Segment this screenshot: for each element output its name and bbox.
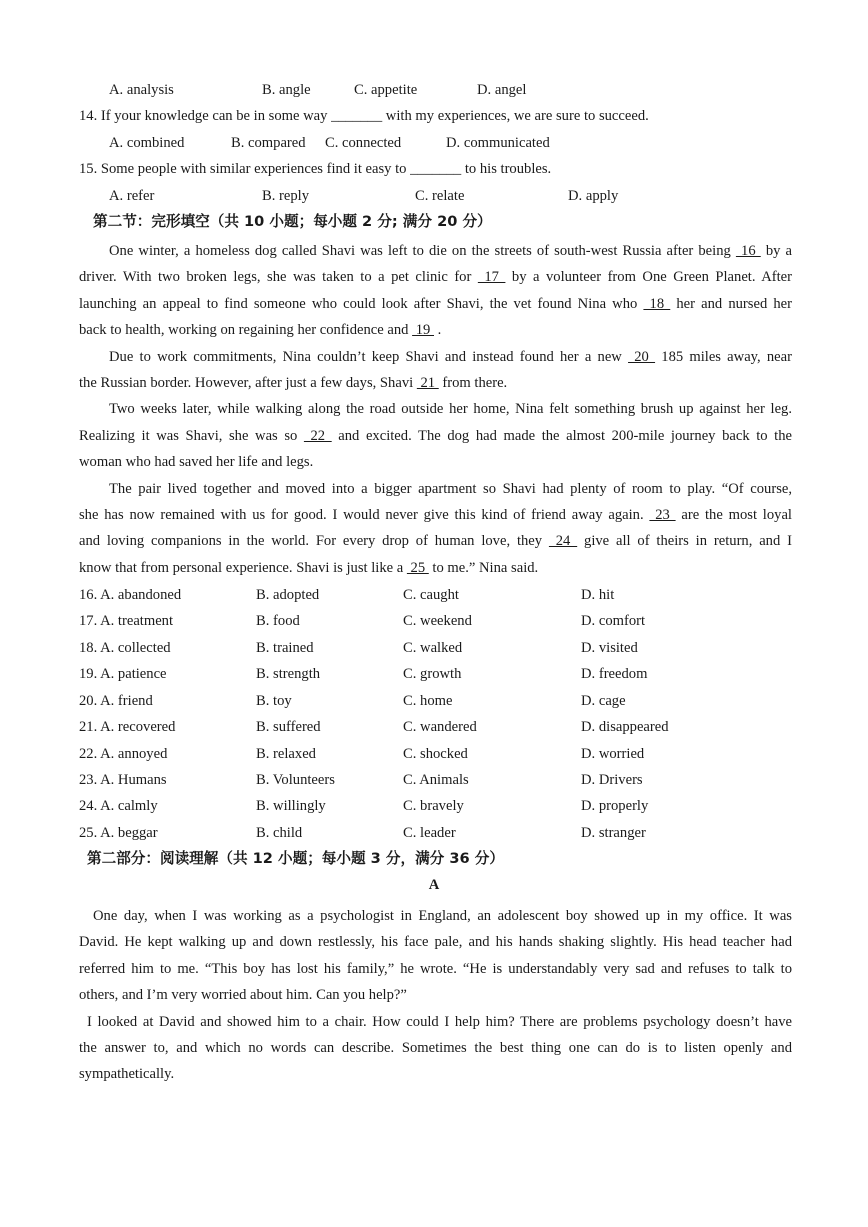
cloze-option: C. shocked xyxy=(403,746,468,762)
blank-number: 22 xyxy=(303,427,332,444)
q15-option-d: D. apply xyxy=(568,188,619,204)
cloze-option: D. visited xyxy=(581,640,638,656)
cloze-option: B. suffered xyxy=(256,719,321,735)
cloze-option: C. growth xyxy=(403,666,462,682)
cloze-line-12: and loving companions in the world. For every drop of human love, they 24 give all of theirs in return, and I xyxy=(79,533,792,550)
cloze-option: B. Volunteers xyxy=(256,772,335,788)
q15-stem: 15. Some people with similar experiences find it easy to _______ to his troubles. xyxy=(79,161,552,177)
cloze-line-6: the Russian border. However, after just a few days, Shavi 21 from there. xyxy=(79,374,508,391)
passage-a-line-5: I looked at David and showed him to a chair. How could I help him? There are problems psychology doesn’t have xyxy=(87,1013,792,1030)
passage-a xyxy=(79,903,792,1088)
cloze-option: C. Animals xyxy=(403,772,469,788)
cloze-line-3: launching an appeal to find someone who could look after Shavi, the vet found Nina who 18 her and nursed her xyxy=(79,295,793,312)
q14-stem: 14. If your knowledge can be in some way _______ with my experiences, we are sure to succeed. xyxy=(79,108,649,124)
q13-option-d: D. angel xyxy=(477,82,527,98)
cloze-line-9: woman who had saved her life and legs. xyxy=(79,454,314,471)
cloze-line-2: driver. With two broken legs, she was taken to a pet clinic for 17 by a volunteer from One Green Planet. After xyxy=(79,269,792,286)
cloze-option: B. strength xyxy=(256,666,321,682)
passage-a-line-6: the answer to, and which no words can describe. Sometimes the best thing one can do is to listen openly and xyxy=(79,1039,792,1056)
q13-option-c: C. appetite xyxy=(354,82,418,98)
q14-option-c: C. connected xyxy=(325,135,402,151)
cloze-line-10: The pair lived together and moved into a bigger apartment so Shavi had plenty of room to play. “Of course, xyxy=(109,480,792,497)
passage-a-label: A xyxy=(428,877,440,893)
cloze-line-11: she has now remained with us for good. I would never give this kind of friend away again. 23 are the most loyal xyxy=(79,506,792,523)
cloze-option: D. cage xyxy=(581,693,626,709)
cloze-line-13: know that from personal experience. Shavi is just like a 25 to me.” Nina said. xyxy=(79,559,539,576)
cloze-option: 20. A. friend xyxy=(79,693,153,709)
blank-number: 17 xyxy=(477,269,506,286)
cloze-option: D. Drivers xyxy=(581,772,643,788)
cloze-option: B. adopted xyxy=(256,587,320,603)
cloze-option: D. properly xyxy=(581,798,649,814)
cloze-option: C. walked xyxy=(403,640,463,656)
cloze-option: B. trained xyxy=(256,640,314,656)
section2-heading: 第二节：完形填空（共 10 小题；每小题 2 分; 满分 20 分） xyxy=(93,213,492,230)
cloze-option: 17. A. treatment xyxy=(79,613,174,629)
cloze-passage xyxy=(79,238,792,581)
q13-option-b: B. angle xyxy=(262,82,311,98)
cloze-option: C. caught xyxy=(403,587,459,603)
passage-a-line-1: One day, when I was working as a psychologist in England, an adolescent boy showed up in my office. It was xyxy=(93,908,792,924)
cloze-option: B. child xyxy=(256,825,303,841)
blank-number: 24 xyxy=(548,533,578,550)
cloze-option: D. freedom xyxy=(581,666,648,682)
passage-a-line-4: others, and I’m very worried about him. Can you help?” xyxy=(79,987,407,1004)
cloze-option: D. comfort xyxy=(581,613,646,629)
cloze-option: C. bravely xyxy=(403,798,464,814)
blank-number: 16 xyxy=(735,243,761,259)
cloze-option: B. food xyxy=(256,613,300,629)
cloze-option: D. hit xyxy=(581,587,615,603)
cloze-option: D. stranger xyxy=(581,825,646,841)
blank-number: 20 xyxy=(628,348,656,365)
cloze-option: 22. A. annoyed xyxy=(79,746,168,762)
cloze-option: 24. A. calmly xyxy=(79,798,158,814)
blank-number: 18 xyxy=(643,295,671,312)
q15-option-a: A. refer xyxy=(109,188,155,204)
q14-option-a: A. combined xyxy=(109,135,185,151)
cloze-option: C. wandered xyxy=(403,719,477,735)
q14-option-d: D. communicated xyxy=(446,135,550,151)
part2-heading: 第二部分：阅读理解（共 12 小题；每小题 3 分，满分 36 分） xyxy=(87,850,504,867)
cloze-option: C. home xyxy=(403,693,453,709)
cloze-option: B. toy xyxy=(256,693,292,709)
cloze-option: B. relaxed xyxy=(256,746,316,762)
cloze-option: D. worried xyxy=(581,746,645,762)
cloze-option: 23. A. Humans xyxy=(79,772,167,788)
cloze-option: 21. A. recovered xyxy=(79,719,176,735)
cloze-option: D. disappeared xyxy=(581,719,669,735)
cloze-line-4: back to health, working on regaining her confidence and 19 . xyxy=(79,322,442,339)
blank-number: 25 xyxy=(406,559,429,576)
passage-a-line-2: David. He kept walking up and down restlessly, his face pale, and his hands shaking slightly. His head teacher had xyxy=(79,934,792,951)
blank-number: 19 xyxy=(412,322,434,339)
blank-number: 21 xyxy=(416,374,439,391)
cloze-line-1: One winter, a homeless dog called Shavi was left to die on the streets of south-west Russia after being 16 by a xyxy=(109,243,793,259)
cloze-line-5: Due to work commitments, Nina couldn’t keep Shavi and instead found her a new 20 185 miles away, near xyxy=(109,348,792,365)
cloze-option: C. leader xyxy=(403,825,456,841)
cloze-line-8: Realizing it was Shavi, she was so 22 and excited. The dog had made the almost 200-mile journey back to the xyxy=(79,427,792,444)
q15-option-c: C. relate xyxy=(415,188,465,204)
cloze-option: 16. A. abandoned xyxy=(79,587,182,603)
cloze-option: 25. A. beggar xyxy=(79,825,158,841)
q14-option-b: B. compared xyxy=(231,135,306,151)
cloze-option: C. weekend xyxy=(403,613,472,629)
q15-option-b: B. reply xyxy=(262,188,310,204)
cloze-option: 18. A. collected xyxy=(79,640,171,656)
q13-option-a: A. analysis xyxy=(109,82,174,98)
cloze-option: B. willingly xyxy=(256,798,326,814)
blank-number: 23 xyxy=(649,506,676,523)
cloze-line-7: Two weeks later, while walking along the road outside her home, Nina felt something brush up against her leg. xyxy=(109,401,792,418)
cloze-option: 19. A. patience xyxy=(79,666,167,682)
passage-a-line-3: referred him to me. “This boy has lost his family,” he wrote. “He is understandably very sad and refuses to talk to xyxy=(79,960,792,977)
passage-a-line-7: sympathetically. xyxy=(79,1066,175,1083)
